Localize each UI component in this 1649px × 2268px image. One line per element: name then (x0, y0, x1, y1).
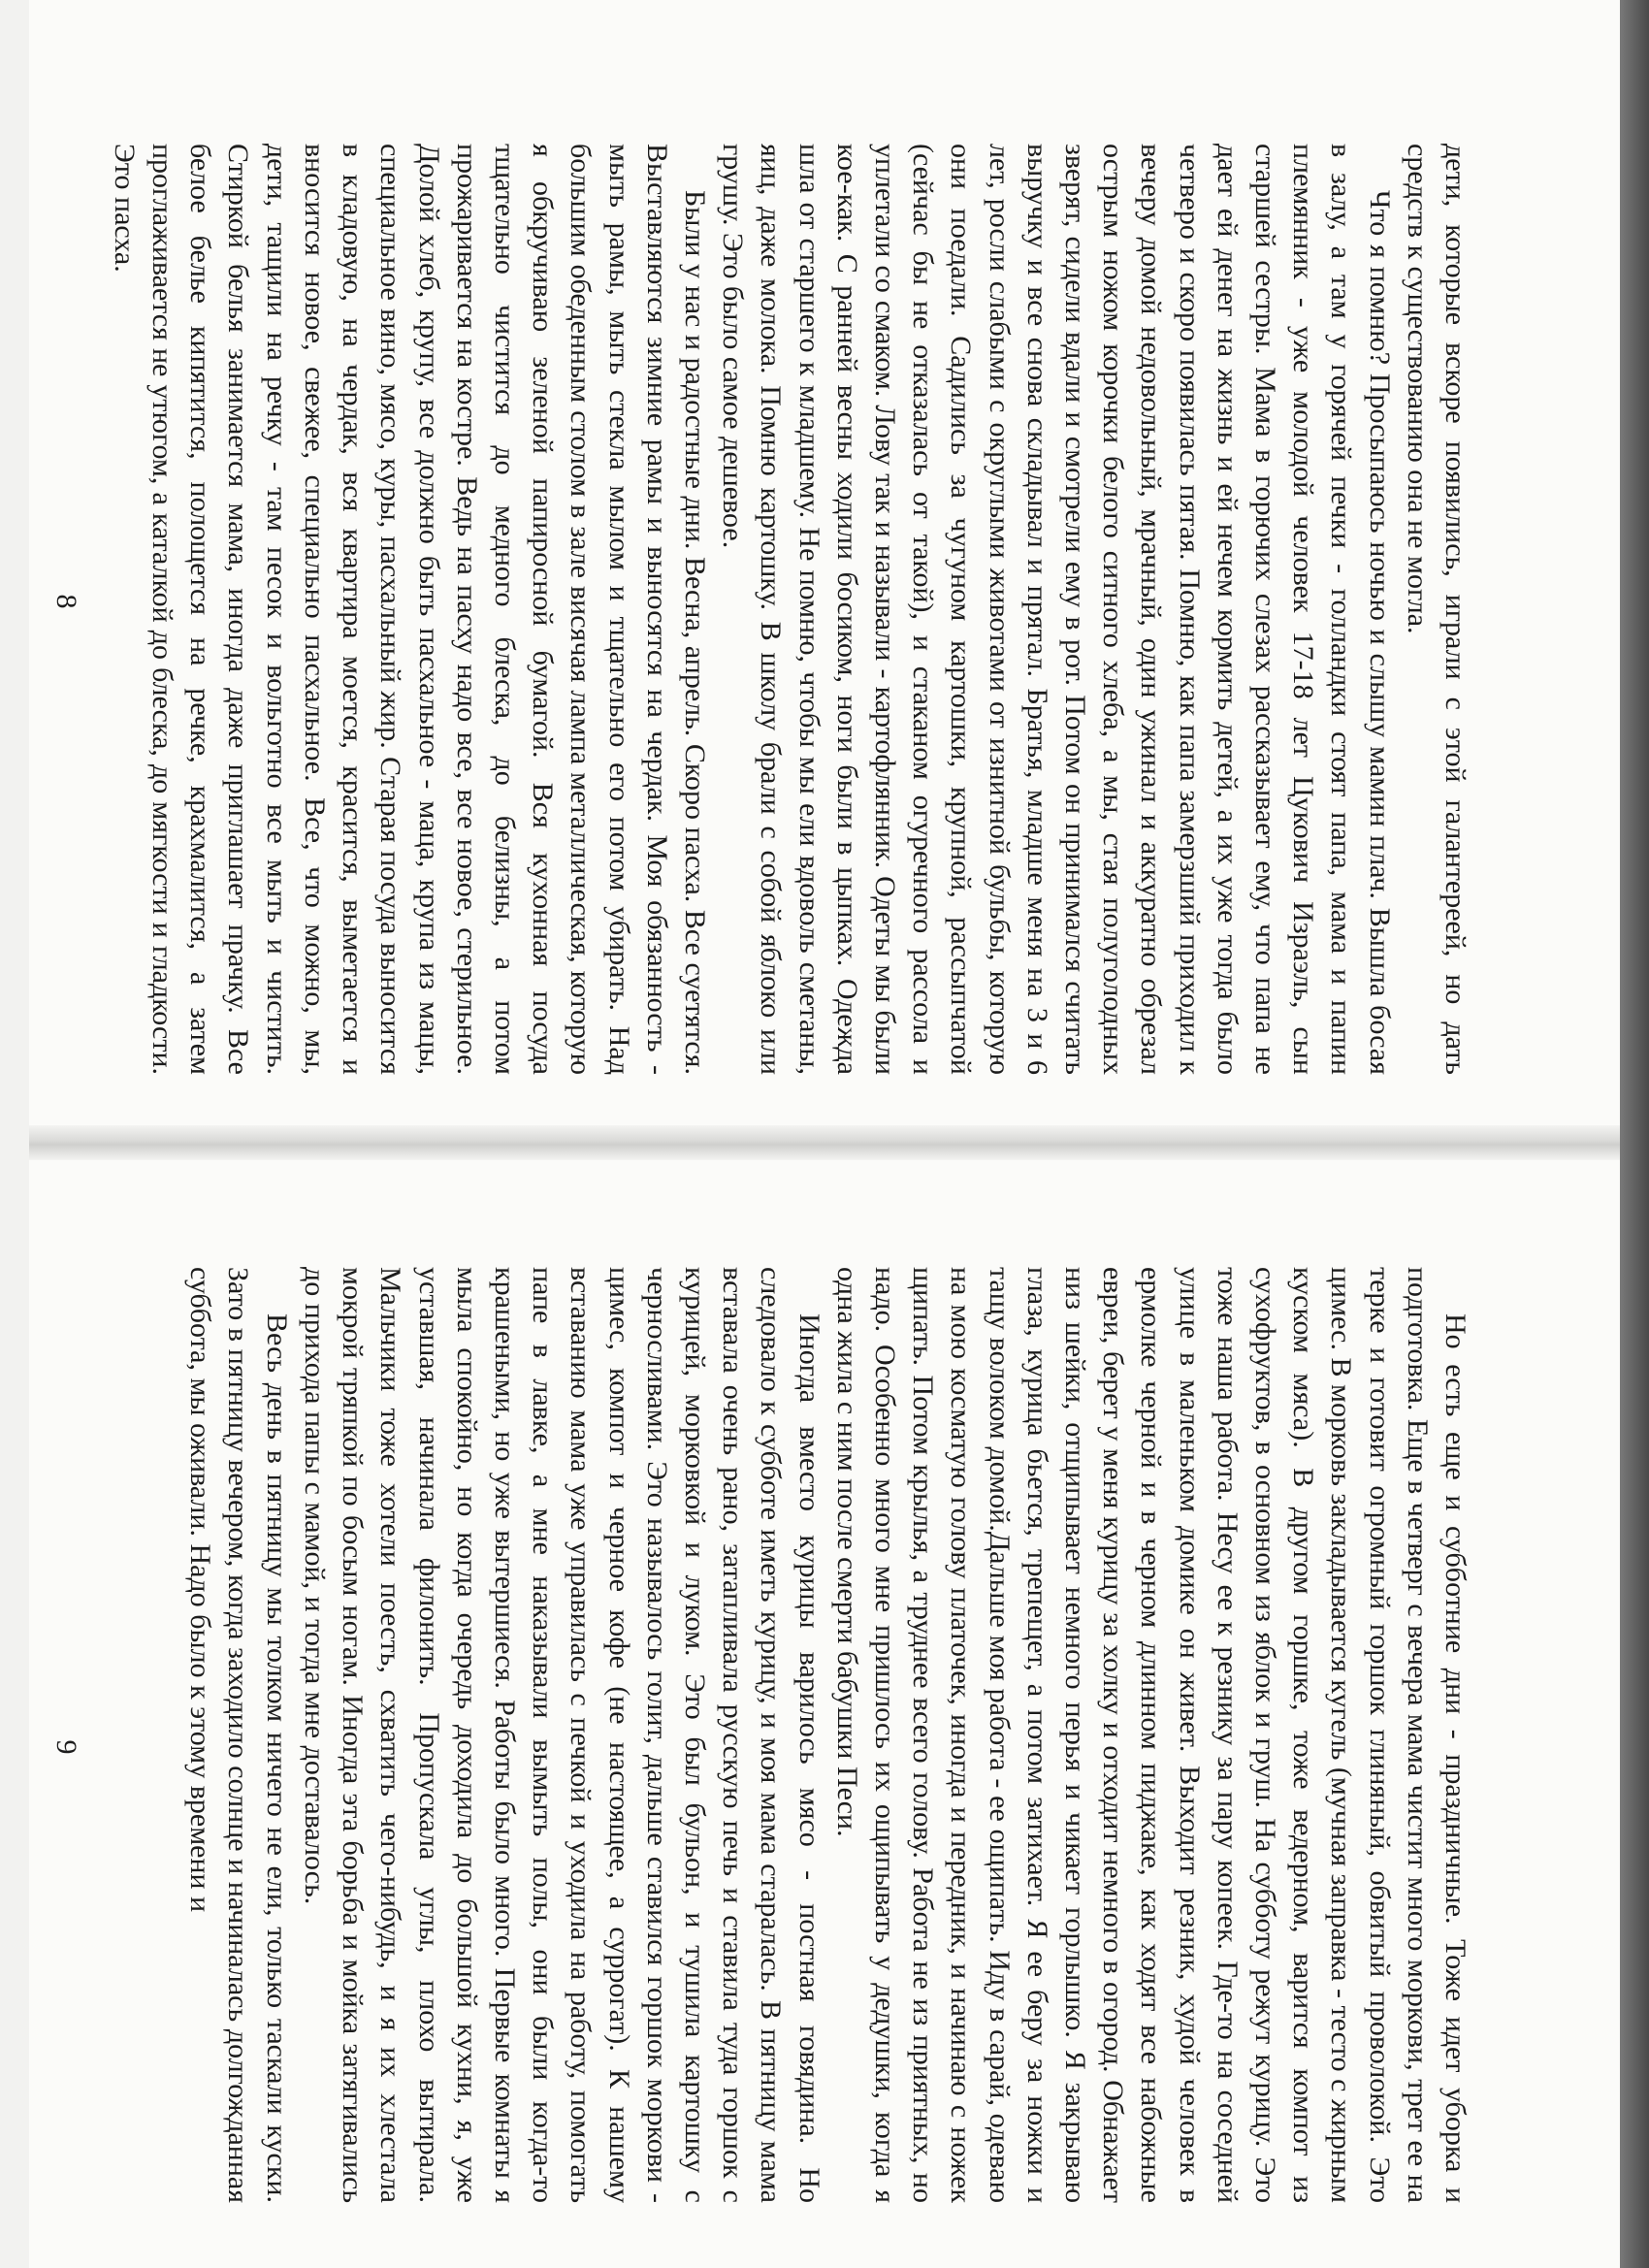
left-page-text (106, 144, 1474, 1075)
left-page (29, 0, 1620, 1125)
paragraph: Иногда вместо курицы варилось мясо - постная говядина. Но следовало к субботе иметь курицу, и моя мама старалась. В пятницу мама вставала очень рано, затапливала русскую печь и ставила туда горшок с курицей, морковкой и луком. Это был бульон, и тушила картошку с черносливами. Это называлось голит, дальше ставился горшок моркови - цимес, компот и черное кофе (не настоящее, а суррогат). К нашему вставанию мама уже управилась с печкой и уходила на работу, помогать папе в лавке, а мне наказывали вымыть полы, они были когда-то крашеными, но уже вытершиеся. Работы было много. Первые комнаты я мыла спокойно, но когда очередь доходила до большой кухни, я, уже уставшая, начинала филонить. Пропускала углы, плохо вытирала. Мальчики тоже хотели поесть, схватить чего-нибудь, и я их хлестала мокрой тряпкой по босым ногам. Иногда эта борьба и мойка затягивались до прихода папы с мамой, и тогда мне доставалось. (298, 1267, 825, 2203)
paragraph: Что я помню? Просыпаюсь ночью и слышу мамин плач. Вышла босая в залу, а там у горячей печки - голландки стоят папа, мама и папин племянник - уже молодой человек 17-18 лет Цукович Израэль, сын старшей сестры. Мама в горючих слезах рассказывает ему, что папа не дает ей денег на жизнь и ей нечем кормить детей, а их уже тогда было четверо и скоро появилась пятая. Помню, как папа замерзший приходил к вечеру домой недовольный, мрачный, один ужинал и аккуратно обрезал острым ножом корочки белого ситного хлеба, а мы, стая полуголодных зверят, сидели вдали и смотрели ему в рот. Потом он принимался считать выручку и все снова складывал и прятал. Братья, младше меня на 3 и 6 лет, росли слабыми с округлыми животами от изнитной бульбы, которую они поедали. Садились за чугуном картошки, крупной, рассыпчатой (сейчас бы не отказалась от такой), и стаканом огуречного рассола и уплетали со смаком. Лову так и называли - картофлянник. Одеты мы были кое-как. С ранней весны ходили босиком, ноги были в цыпках. Одежда шла от старшего к младшему. Не помню, чтобы мы ели вдоволь сметаны, яиц, даже молока. Помню картошку. В школу брали с собой яблоко или грушу. Это было самое дешевое. (717, 144, 1396, 1075)
book-spread (29, 0, 1620, 2268)
paragraph: Весь день в пятницу мы толком ничего не ели, только таскали куски. Зато в пятницу вечером, когда заходило солнце и начиналась долгожданная суббота, мы оживали. Надо было к этому времени и (184, 1267, 293, 2203)
paragraph: Были у нас и радостные дни. Весна, апрель. Скоро пасха. Все суетятся. Выставляются зимние рамы и выносятся на чердак. Моя обязанность - мыть рамы, мыть стекла мылом и тщательно его потом убирать. Над большим обеденным столом в зале висячая лампа металлическая, которую я обкручиваю зеленой папиросной бумагой. Вся кухонная посуда тщательно чистится до медного блеска, до белизны, а потом прожаривается на костре. Ведь на пасху надо все, все новое, стерильное. Долой хлеб, крупу, все должно быть пасхальное - маца, крупа из мацы, специальное вино, мясо, куры, пасхальный жир. Старая посуда выносится в кладовую, на чердак, вся квартира моется, красится, выметается и вносится новое, свежее, специально пасхальное. Все, что можно, мы, дети, тащили на речку - там песок и вольготно все мыть и чистить. Стиркой белья занимается мама, иногда даже приглашает прачку. Все белое белье кипятится, полощется на речке, крахмалится, а затем проглаживается не утюгом, а каталкой до блеска, до мягкости и гладкости. Это пасха. (108, 144, 711, 1075)
book-gutter (29, 1125, 1620, 1160)
page-number: 8 (50, 594, 82, 609)
right-page (29, 1160, 1620, 2268)
paragraph: Но есть еще и субботние дни - праздничные. Тоже идет уборка и подготовка. Еще в четверг с вечера мама чистит много моркови, трет ее на терке и готовит огромный горшок глиняный, обвитый проволокой. Это цимес. В морковь закладывается кугель (мучная заправка - тесто с жирным куском мяса). В другом горшке, тоже ведерном, варится компот из сухофруктов, в основном из яблок и груш. На субботу режут курицу. Это тоже наша работа. Несу ее к резнику за пару копеек. Где-то на соседней улице в маленьком домике он живет. Выходит резник, худой человек в ермолке черной и в черном длинном пиджаке, как ходят все набожные евреи, берет у меня курицу за холку и отходит немного в огород. Обнажает низ шейки, отщипывает немного перья и чикает горлышко. Я закрываю глаза, курица бьется, трепещет, а потом затихает. Я ее беру за ножки и тащу волоком домой.Дальше моя работа - ее ощипать. Иду в сарай, одеваю на мою косматую голову платочек, иногда и передник, и начинаю с ножек щипать. Потом крылья, а труднее всего голову. Работа не из приятных, но надо. Особенно много мне пришлось их ощипывать у дедушки, когда я одна жила с ним после смерти бабушки Песи. (830, 1267, 1471, 2203)
paragraph: дети, которые вскоре появились, играли с этой галантереей, но дать средств к существованию она не могла. (1401, 144, 1471, 1075)
page-number: 9 (50, 1739, 82, 1755)
right-page-text (181, 1267, 1474, 2203)
